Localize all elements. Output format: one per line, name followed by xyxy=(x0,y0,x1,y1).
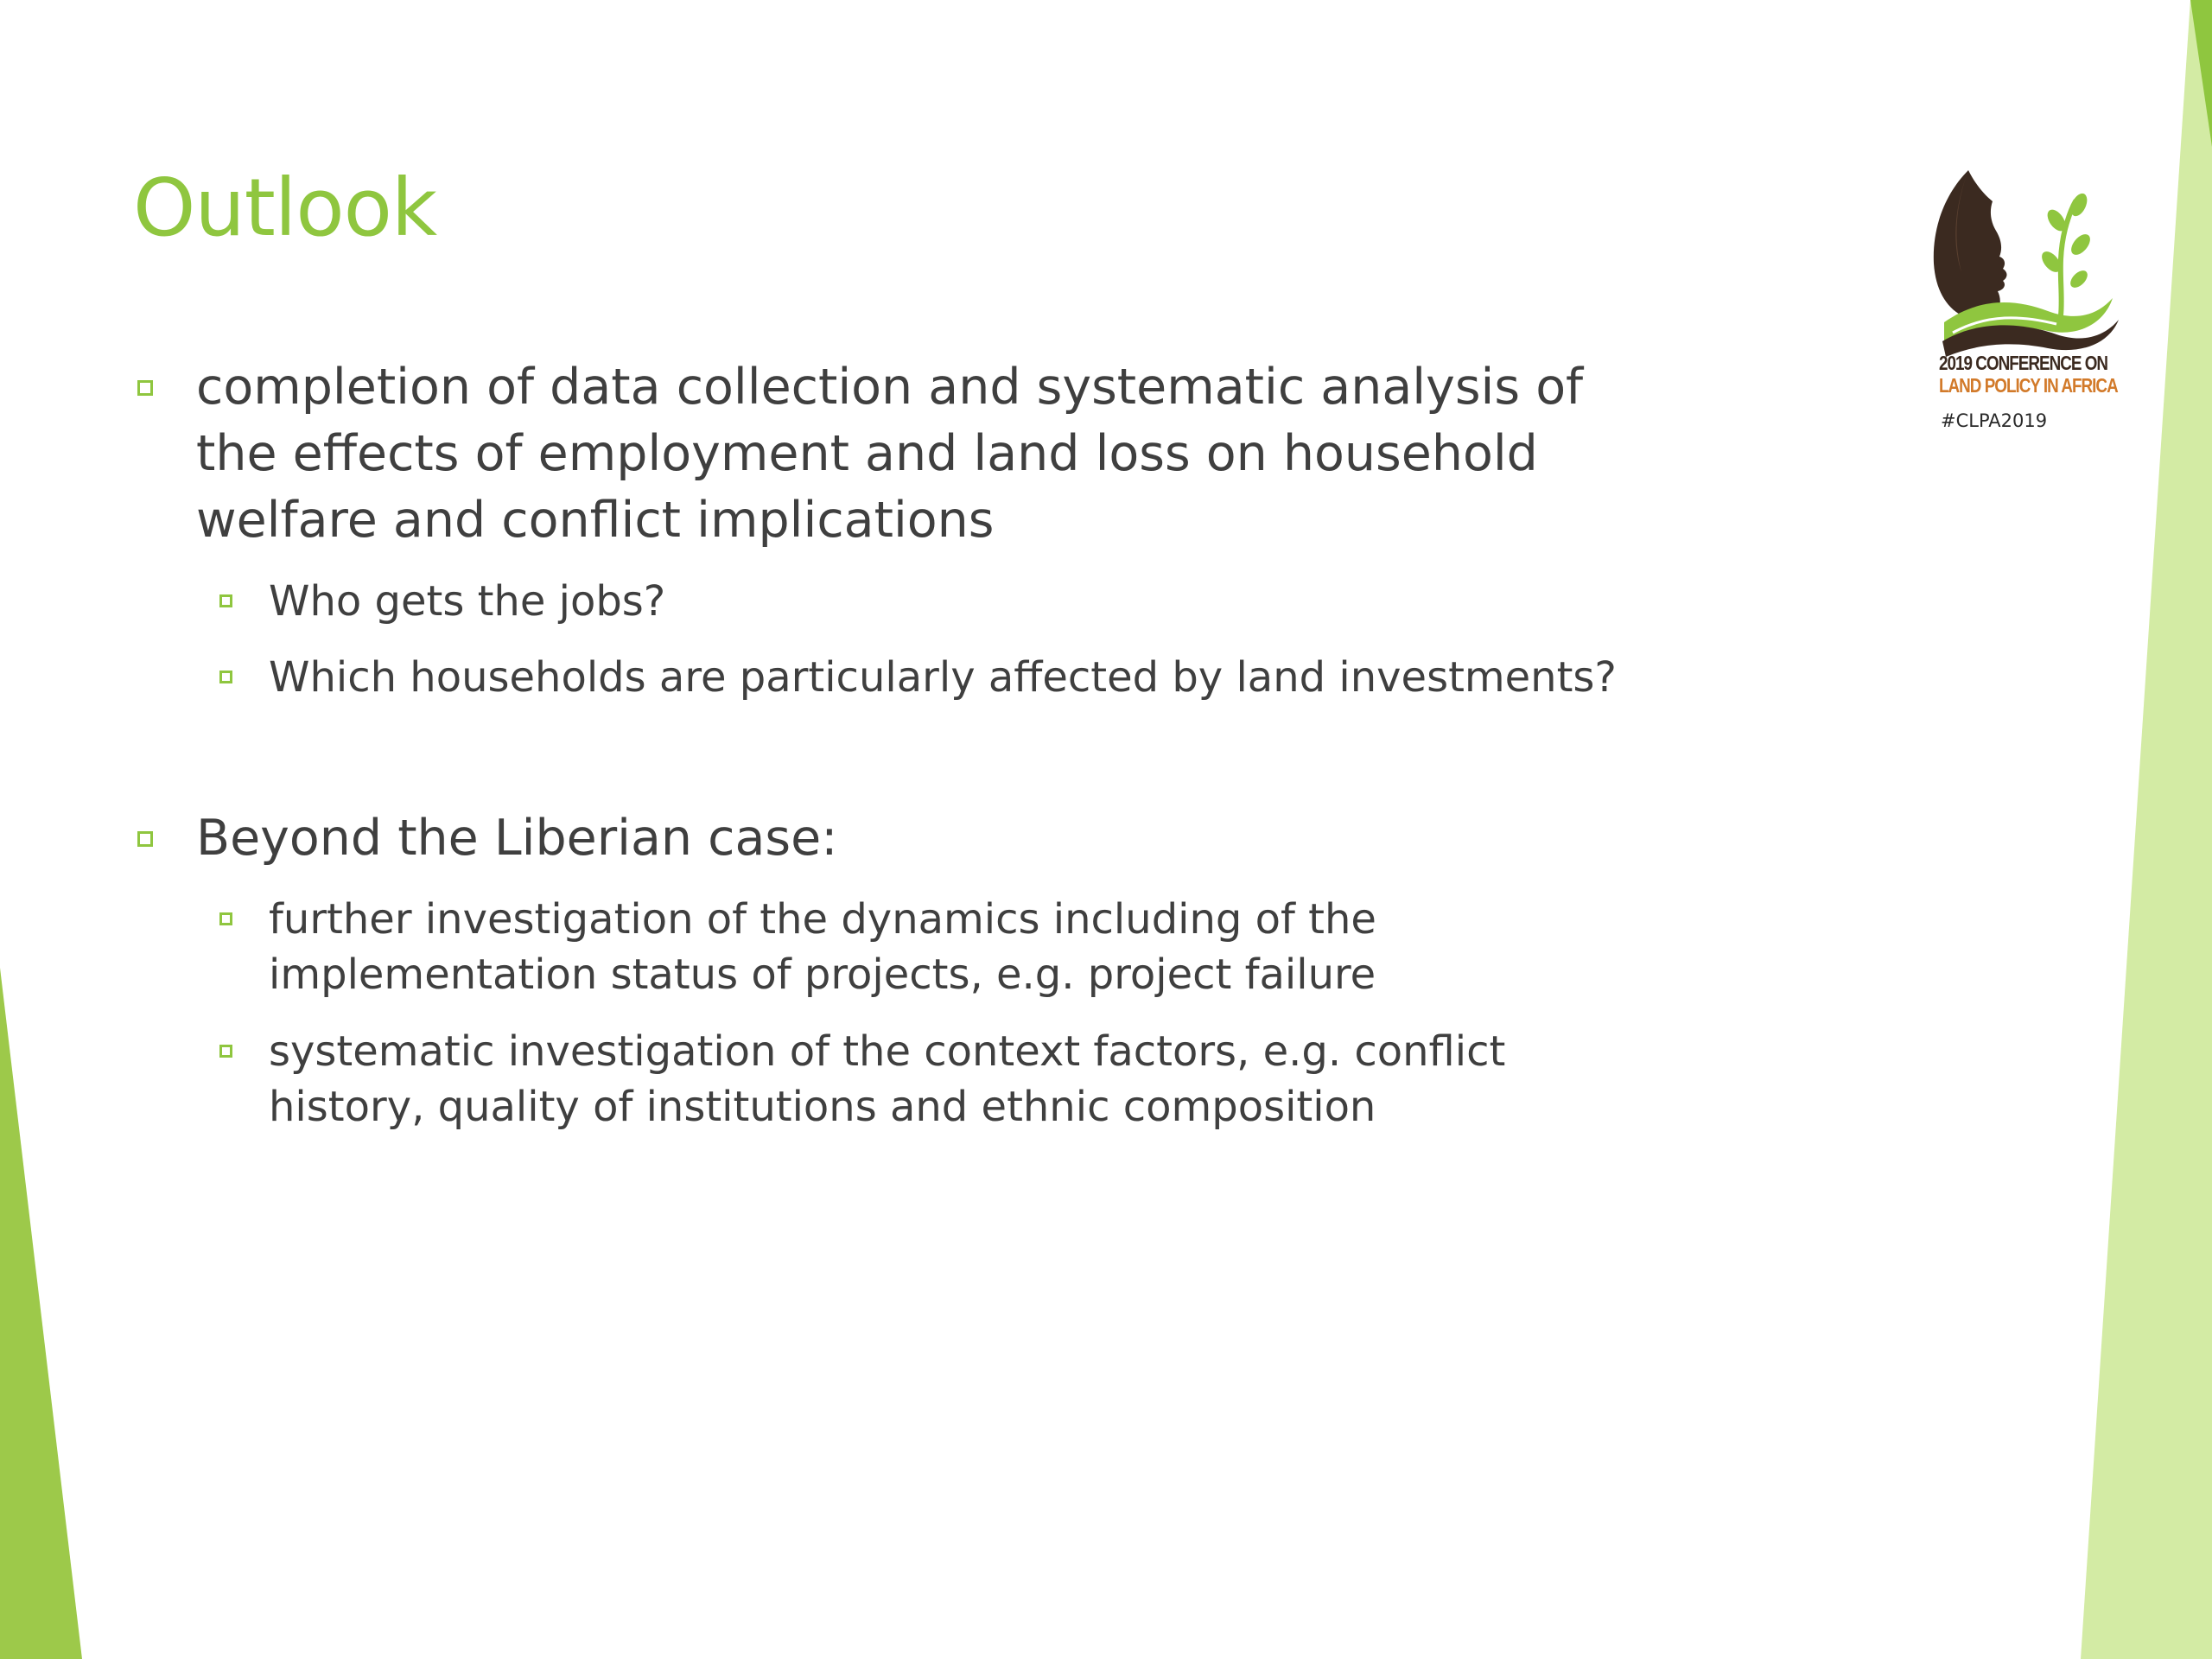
bullet-text: further investigation of the dynamics including of the implementation status of projects, e.g. project failure xyxy=(269,895,1376,999)
bullet-beyond-liberia xyxy=(196,805,1665,872)
square-bullet-icon xyxy=(137,380,153,396)
logo-text-land-policy: LAND POLICY IN AFRICA xyxy=(1939,374,2118,397)
bullet-text: Who gets the jobs? xyxy=(269,577,666,626)
slide-title: Outlook xyxy=(133,162,437,254)
logo-hashtag: #CLPA2019 xyxy=(1941,410,2048,431)
sub-bullet-jobs xyxy=(269,574,1738,629)
conference-logo xyxy=(1927,168,2152,445)
square-bullet-icon xyxy=(219,594,232,607)
bullet-text: completion of data collection and systematic analysis of the effects of employment and land loss on household welfare and conflict implications xyxy=(196,359,1584,549)
square-bullet-icon xyxy=(137,831,153,847)
square-bullet-icon xyxy=(219,671,232,683)
logo-text-conference: 2019 CONFERENCE ON xyxy=(1939,352,2108,374)
sub-bullet-context-factors xyxy=(269,1024,1738,1135)
woman-profile-with-seedling-logo-icon xyxy=(1927,168,2126,359)
square-bullet-icon xyxy=(219,912,232,925)
square-bullet-icon xyxy=(219,1045,232,1058)
sub-bullet-households xyxy=(269,650,1738,705)
bullet-text: Which households are particularly affected by land investments? xyxy=(269,653,1617,702)
sub-bullet-dynamics xyxy=(269,892,1738,1002)
left-green-wedge xyxy=(0,968,82,1659)
bullet-text: Beyond the Liberian case: xyxy=(196,810,838,867)
bullet-data-collection xyxy=(196,354,1665,554)
bullet-text: systematic investigation of the context factors, e.g. conflict history, quality of institutions and ethnic composition xyxy=(269,1027,1506,1131)
